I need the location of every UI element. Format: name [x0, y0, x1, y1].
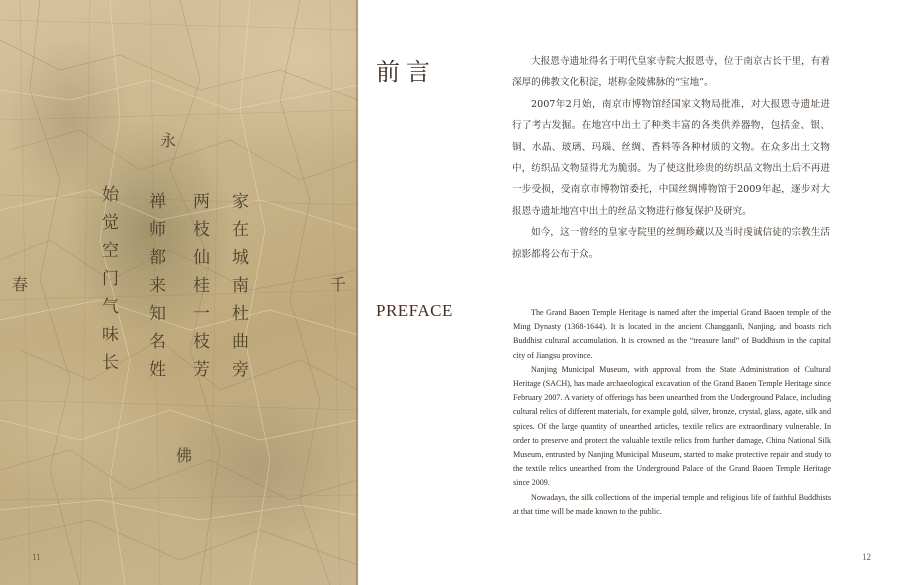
heading-english: PREFACE [376, 301, 453, 320]
inscription-char-right: 千 [330, 275, 347, 294]
paragraph-zh-2: 2007年2月始，南京市博物馆经国家文物局批准，对大报恩寺遗址进行了考古发掘。在地宫中出土了种类丰富的各类供养器物，包括金、银、铜、水晶、玻璃、玛瑙、丝绸、香料等各种材质的文物。在众多出土文物中，纺织品文物显得尤为脆弱。为了使这批珍贵的纺织品文物出土后不再进一步受损，受南京市博物馆委托，中国丝绸博物馆于2009年起，逐步对大报恩寺遗址地宫中出土的丝品文物进行修复保护及研究。 [512, 98, 830, 217]
inscription-column-4: 始觉空门气味长 [98, 185, 118, 381]
paragraph-zh-1: 大报恩寺遗址得名于明代皇家寺院大报恩寺，位于南京古长干里，有着深厚的佛教文化积淀，堪称金陵佛脉的“宝地”。 [512, 56, 830, 89]
paragraph-en-3: Nowadays, the silk collections of the imperial temple and religious life of faithful Buddhists at that time will be made known to the public. [513, 492, 831, 516]
preface-english-text [513, 306, 831, 519]
paragraph-en-1: The Grand Baoen Temple Heritage is named after the imperial Grand Baoen temple of the Ming Dynasty (1368-1644). It is located in the ancient Changganli, Nanjing, and boasts rich Buddhist cultural accumulation. It is crowned as the “treasure land” of Buddhism in the capital city of Jiangsu province. [513, 308, 831, 360]
inscription-char-left: 春 [12, 275, 29, 294]
inscription-char-top: 永 [160, 131, 177, 150]
preface-chinese-text [512, 51, 830, 265]
inscription-column-1: 家在城南杜曲旁 [228, 192, 248, 388]
wrinkle-texture [0, 0, 358, 585]
paragraph-zh-3: 如今，这一曾经的皇家寺院里的丝绸珍藏以及当时虔诚信徒的宗教生活掠影都将公布于众。 [512, 227, 830, 260]
inscription-char-bottom: 佛 [176, 446, 193, 465]
page-number-right: 12 [862, 552, 871, 562]
inscription-column-3: 禅师都来知名姓 [145, 192, 165, 388]
page-number-left: 11 [32, 552, 41, 562]
paragraph-en-2: Nanjing Municipal Museum, with approval from the State Administration of Cultural Heritage (SACH), has made archaeological excavation of the Grand Baoen Temple Heritage since February 2007. A variety of offerings has been unearthed from the Underground Palace, including cultural relics of different materials, for example gold, silver, bronze, crystal, glass, agate, silk and spices. Of the large quantity of unearthed articles, textile relics are extraordinary vulnerable. In order to preserve and protect the valuable textile relics from further damage, China National Silk Museum, entrusted by Nanjing Municipal Museum, started to make protective repair and study to the textile relics unearthed from the Underground Palace of the Grand Baoen Temple Heritage since 2009. [513, 364, 831, 488]
inscription-column-2: 两枝仙桂一枝芳 [189, 192, 209, 388]
heading-chinese: 前言 [376, 58, 436, 86]
silk-inscription-photo [0, 0, 358, 585]
gutter-shadow [356, 0, 359, 585]
